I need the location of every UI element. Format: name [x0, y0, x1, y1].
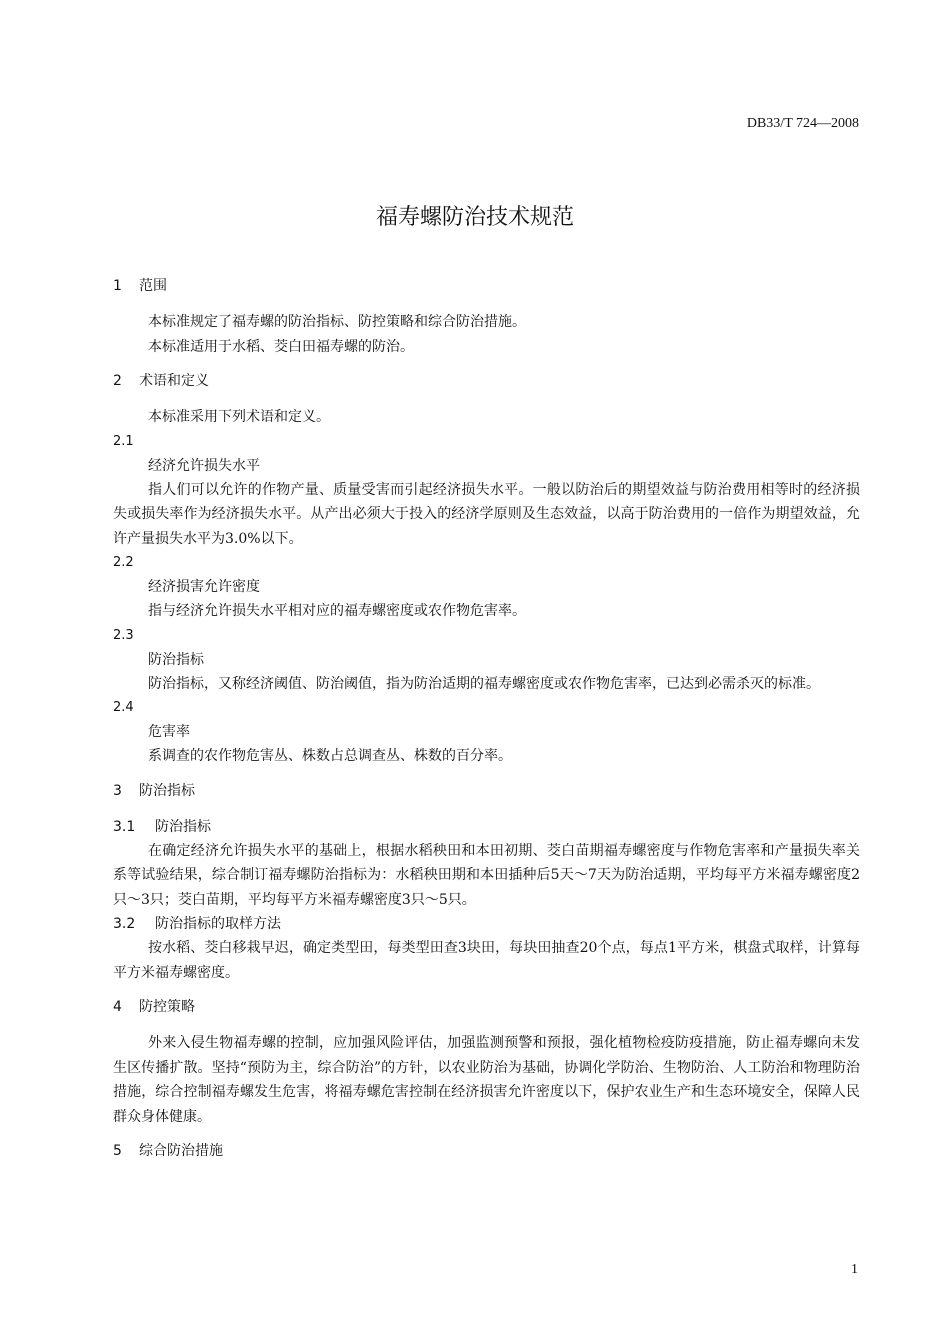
term-name: 经济损害允许密度 — [148, 579, 260, 595]
section-5-heading — [113, 1139, 860, 1163]
term-number: 2.3 — [113, 627, 134, 643]
paragraph: 本标准采用下列术语和定义。 — [148, 409, 330, 425]
term-definition: 指人们可以允许的作物产量、质量受害而引起经济损失水平。一般以防治后的期望效益与防治费用相等时的经济损失或损失率作为经济损失水平。从产出必须大于投入的经济学原则及生态效益，以高于防治费用的一倍作为期望效益，允许产量损失水平为3.0%以下。 — [113, 481, 860, 547]
subsection-number: 3.2 — [113, 916, 136, 932]
subsection-3-1-heading — [113, 815, 860, 839]
section-title: 综合防治措施 — [139, 1143, 223, 1159]
term-number: 2.2 — [113, 555, 134, 570]
term-name: 危害率 — [148, 724, 190, 740]
section-number: 1 — [113, 278, 122, 294]
section-title: 术语和定义 — [139, 373, 209, 389]
section-title: 防治指标 — [139, 782, 195, 799]
paragraph: 本标准规定了福寿螺的防治指标、防控策略和综合防治措施。 — [148, 314, 526, 330]
paragraph: 在确定经济允许损失水平的基础上，根据水稻秧田和本田初期、茭白苗期福寿螺密度与作物危害率和产量损失率关系等试验结果，综合制订福寿螺防治指标为：水稻秧田期和本田插种后5天～7天为防治适期，平均每平方米福寿螺密度2只～3只；茭白苗期，平均每平方米福寿螺密度3只～5只。 — [113, 842, 860, 908]
paragraph: 按水稻、茭白移栽早迟，确定类型田，每类型田查3块田，每块田抽查20个点，每点1平方米，棋盘式取样，计算每平方米福寿螺密度。 — [113, 940, 860, 981]
paragraph: 外来入侵生物福寿螺的控制，应加强风险评估，加强监测预警和预报，强化植物检疫防疫措施，防止福寿螺向未发生区传播扩散。坚持“预防为主，综合防治”的方针，以农业防治为基础，协调化学防治、生物防治、人工防治和物理防治措施，综合控制福寿螺发生危害，将福寿螺危害控制在经济损害允许密度以下，保护农业生产和生态环境安全，保障人民群众身体健康。 — [113, 1035, 860, 1125]
document-title: 福寿螺防治技术规范 — [375, 205, 574, 230]
section-number: 2 — [113, 373, 122, 389]
section-title: 范围 — [139, 278, 167, 294]
section-3-heading — [113, 779, 860, 803]
paragraph: 本标准适用于水稻、茭白田福寿螺的防治。 — [148, 338, 414, 355]
term-number: 2.4 — [113, 700, 134, 715]
term-definition: 系调查的农作物危害丛、株数占总调查丛、株数的百分率。 — [148, 748, 512, 764]
term-number: 2.1 — [113, 433, 134, 449]
section-4-heading — [113, 995, 860, 1019]
section-title: 防控策略 — [139, 999, 195, 1015]
document-body — [113, 274, 860, 1175]
standard-code: DB33/T 724—2008 — [746, 116, 859, 131]
term-name: 防治指标 — [148, 651, 204, 668]
subsection-title: 防治指标的取样方法 — [155, 916, 281, 932]
page-number: 1 — [851, 1262, 858, 1277]
section-2-heading — [113, 369, 860, 393]
section-1-heading — [113, 274, 860, 298]
term-name: 经济允许损失水平 — [148, 457, 260, 474]
term-definition: 指与经济允许损失水平相对应的福寿螺密度或农作物危害率。 — [148, 603, 526, 619]
section-number: 3 — [113, 782, 122, 799]
subsection-3-2-heading — [113, 912, 860, 936]
section-number: 5 — [113, 1143, 122, 1159]
term-definition: 防治指标，又称经济阈值、防治阈值，指为防治适期的福寿螺密度或农作物危害率，已达到必需杀灭的标准。 — [148, 675, 820, 692]
subsection-title: 防治指标 — [155, 818, 211, 835]
section-number: 4 — [113, 999, 122, 1015]
subsection-number: 3.1 — [113, 818, 136, 835]
